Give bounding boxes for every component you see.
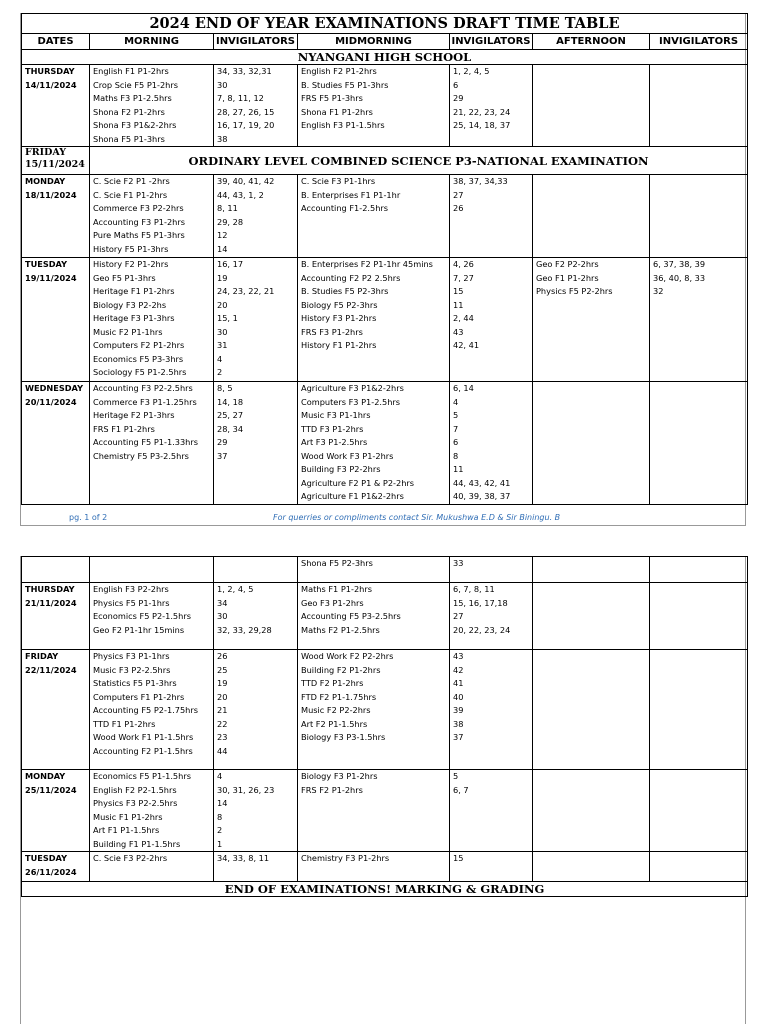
afternoon-cell — [533, 852, 650, 882]
day-name: MONDAY — [25, 771, 66, 781]
morning-cell — [90, 557, 214, 583]
morning-invigilators-cell-line: 29, 28 — [217, 216, 244, 227]
morning-invigilators-cell-line: 8 — [217, 811, 223, 822]
midmorning-invigilators-cell-line: 11 — [453, 299, 464, 310]
date-cell — [22, 852, 90, 882]
morning-invigilators-cell-line: 34, 33, 32,31 — [217, 66, 272, 76]
morning-cell-line: Accounting F2 P1-1.5hrs — [93, 745, 193, 756]
exam-banner: ORDINARY LEVEL COMBINED SCIENCE P3-NATIONAL EXAMINATION — [90, 147, 748, 175]
morning-invigilators-cell-line: 26 — [217, 651, 228, 661]
morning-cell-line: Economics F5 P2-1.5hrs — [93, 611, 191, 621]
morning-invigilators-cell-line: 14 — [217, 243, 228, 254]
midmorning-cell-line: History F3 P1-2hrs — [301, 313, 377, 323]
midmorning-invigilators-cell — [450, 175, 533, 258]
morning-cell-line: C. Scie F2 P1 -2hrs — [93, 176, 170, 186]
page-title: 2024 END OF YEAR EXAMINATIONS DRAFT TIME TABLE — [22, 14, 748, 34]
morning-cell — [90, 650, 214, 770]
day-row — [22, 583, 748, 650]
morning-cell-line: Art F1 P1-1.5hrs — [93, 825, 160, 835]
midmorning-cell-line: Biology F5 P2-3hrs — [301, 299, 378, 310]
midmorning-cell-line: FTD F2 P1-1.75hrs — [301, 691, 377, 702]
midmorning-cell-line: Biology F3 P3-1.5hrs — [301, 732, 386, 742]
midmorning-invigilators-cell-line: 38 — [453, 718, 464, 729]
midmorning-cell — [298, 175, 450, 258]
morning-cell-line: Heritage F3 P1-3hrs — [93, 313, 175, 323]
midmorning-cell-line: Building F3 P2-2hrs — [301, 464, 381, 474]
afternoon-cell-line: Geo F2 P2-2hrs — [536, 259, 599, 269]
page-number: pg. 1 of 2 — [69, 513, 108, 522]
morning-invigilators-cell-line: 38 — [217, 133, 228, 144]
morning-invigilators-cell — [214, 852, 298, 882]
morning-cell-line: Crop Scie F5 P1-2hrs — [93, 79, 178, 90]
page-1 — [20, 13, 746, 526]
midmorning-invigilators-cell — [450, 258, 533, 382]
morning-cell-line: Sociology F5 P1-2.5hrs — [93, 367, 187, 377]
midmorning-cell-line: B. Studies F5 P2-3hrs — [301, 286, 389, 296]
morning-cell — [90, 583, 214, 650]
day-row — [22, 557, 748, 583]
end-banner: END OF EXAMINATIONS! MARKING & GRADING — [22, 882, 748, 897]
afternoon-cell — [533, 382, 650, 505]
morning-invigilators-cell-line: 44, 43, 1, 2 — [217, 189, 264, 200]
midmorning-invigilators-cell — [450, 65, 533, 147]
midmorning-cell-line: TTD F3 P1-2hrs — [301, 423, 364, 434]
midmorning-cell-line: Agriculture F2 P1 & P2-2hrs — [301, 477, 415, 488]
midmorning-cell-line: Biology F3 P1-2hrs — [301, 771, 378, 781]
morning-cell — [90, 175, 214, 258]
date-value: 21/11/2024 — [25, 597, 77, 608]
midmorning-cell-line: Accounting F2 P2 2.5hrs — [301, 272, 401, 283]
morning-cell-line: Physics F5 P1-1hrs — [93, 597, 170, 608]
date-cell — [22, 65, 90, 147]
date-cell — [22, 557, 90, 583]
morning-cell-line: Geo F5 P1-3hrs — [93, 272, 156, 283]
midmorning-cell-line: Maths F2 P1-2.5hrs — [301, 624, 380, 635]
morning-cell-line: Physics F3 P2-2.5hrs — [93, 798, 178, 808]
day-name: TUESDAY — [25, 259, 67, 269]
midmorning-invigilators-cell-line: 4 — [453, 396, 459, 407]
morning-invigilators-cell — [214, 258, 298, 382]
midmorning-cell — [298, 65, 450, 147]
morning-invigilators-cell — [214, 557, 298, 583]
morning-invigilators-cell — [214, 175, 298, 258]
morning-cell-line: Statistics F5 P1-3hrs — [93, 678, 177, 688]
midmorning-invigilators-cell-line: 1, 2, 4, 5 — [453, 66, 490, 76]
morning-cell — [90, 258, 214, 382]
afternoon-cell-line: Physics F5 P2-2hrs — [536, 286, 613, 296]
midmorning-cell-line: B. Studies F5 P1-3hrs — [301, 79, 389, 90]
morning-invigilators-cell-line: 2 — [217, 367, 223, 377]
morning-cell-line: Maths F3 P1-2.5hrs — [93, 93, 172, 103]
midmorning-cell-line: Building F2 P1-2hrs — [301, 664, 381, 675]
morning-invigilators-cell-line: 32, 33, 29,28 — [217, 624, 272, 635]
midmorning-cell-line: Computers F3 P1-2.5hrs — [301, 396, 401, 407]
date-cell — [22, 175, 90, 258]
header-invigilators-afternoon: INVIGILATORS — [650, 34, 748, 50]
morning-cell-line: Heritage F2 P1-3hrs — [93, 410, 175, 420]
midmorning-invigilators-cell — [450, 770, 533, 852]
morning-cell-line: Music F2 P1-1hrs — [93, 326, 163, 337]
morning-invigilators-cell — [214, 65, 298, 147]
day-row — [22, 147, 748, 175]
afternoon-invigilators-cell — [650, 557, 748, 583]
midmorning-cell — [298, 852, 450, 882]
morning-invigilators-cell-line: 34, 33, 8, 11 — [217, 853, 270, 863]
midmorning-invigilators-cell — [450, 382, 533, 505]
midmorning-invigilators-cell-line: 21, 22, 23, 24 — [453, 106, 511, 117]
midmorning-invigilators-cell-line: 41 — [453, 678, 464, 688]
afternoon-invigilators-cell — [650, 770, 748, 852]
header-invigilators-midmorning: INVIGILATORS — [450, 34, 533, 50]
afternoon-invigilators-cell — [650, 258, 748, 382]
morning-cell-line: Biology F3 P2-2hs — [93, 299, 167, 310]
midmorning-invigilators-cell-line: 8 — [453, 450, 459, 461]
morning-cell-line: Economics F5 P3-3hrs — [93, 353, 184, 364]
midmorning-cell — [298, 258, 450, 382]
date-cell — [22, 147, 90, 175]
page-footer — [21, 510, 745, 525]
afternoon-cell — [533, 770, 650, 852]
morning-invigilators-cell-line: 30 — [217, 79, 228, 90]
afternoon-cell — [533, 557, 650, 583]
midmorning-invigilators-cell-line: 43 — [453, 326, 464, 337]
afternoon-invigilators-cell — [650, 852, 748, 882]
morning-cell-line: TTD F1 P1-2hrs — [93, 718, 156, 729]
midmorning-invigilators-cell-line: 27 — [453, 189, 464, 200]
midmorning-invigilators-cell-line: 42 — [453, 664, 464, 675]
midmorning-invigilators-cell-line: 5 — [453, 410, 459, 420]
morning-invigilators-cell-line: 16, 17 — [217, 259, 244, 269]
morning-invigilators-cell-line: 30 — [217, 611, 228, 621]
morning-invigilators-cell-line: 39, 40, 41, 42 — [217, 176, 275, 186]
midmorning-cell — [298, 557, 450, 583]
midmorning-invigilators-cell-line: 26 — [453, 203, 464, 213]
morning-cell-line: Commerce F3 P2-2hrs — [93, 203, 184, 213]
midmorning-cell-line: FRS F2 P1-2hrs — [301, 784, 363, 795]
morning-invigilators-cell-line: 28, 27, 26, 15 — [217, 106, 275, 117]
midmorning-cell-line: Maths F1 P1-2hrs — [301, 584, 373, 594]
midmorning-invigilators-cell-line: 25, 14, 18, 37 — [453, 120, 511, 130]
midmorning-invigilators-cell — [450, 557, 533, 583]
morning-cell-line: FRS F1 P1-2hrs — [93, 423, 155, 434]
morning-cell-line: Heritage F1 P1-2hrs — [93, 286, 175, 296]
morning-cell-line: English F1 P1-2hrs — [93, 66, 169, 76]
date-value: 26/11/2024 — [25, 866, 77, 877]
midmorning-cell-line: Wood Work F2 P2-2hrs — [301, 651, 394, 661]
morning-cell-line: History F2 P1-2hrs — [93, 259, 169, 269]
day-name: THURSDAY — [25, 66, 75, 76]
midmorning-cell-line: English F2 P1-2hrs — [301, 66, 377, 76]
header-afternoon: AFTERNOON — [533, 34, 650, 50]
date-value: 19/11/2024 — [25, 272, 77, 283]
midmorning-cell — [298, 650, 450, 770]
midmorning-cell-line: FRS F3 P1-2hrs — [301, 326, 363, 337]
afternoon-invigilators-cell — [650, 382, 748, 505]
midmorning-cell-line: Agriculture F3 P1&2-2hrs — [301, 383, 404, 393]
day-row — [22, 258, 748, 382]
day-row — [22, 65, 748, 147]
midmorning-invigilators-cell — [450, 583, 533, 650]
day-name: WEDNESDAY — [25, 383, 84, 393]
morning-cell-line: Accounting F3 P2-2.5hrs — [93, 383, 193, 393]
midmorning-invigilators-cell-line: 20, 22, 23, 24 — [453, 624, 511, 635]
midmorning-cell-line: Wood Work F3 P1-2hrs — [301, 450, 394, 461]
day-name: FRIDAY — [25, 147, 67, 158]
morning-cell-line: Shona F2 P1-2hrs — [93, 106, 165, 117]
midmorning-cell-line: Music F2 P2-2hrs — [301, 705, 371, 715]
contact-note: For querries or compliments contact Sir. Mukushwa E.D & Sir Biningu. B — [273, 513, 561, 522]
midmorning-cell-line: Shona F5 P2-3hrs — [301, 558, 373, 568]
morning-cell-line: English F3 P2-2hrs — [93, 584, 169, 594]
day-row — [22, 650, 748, 770]
midmorning-cell-line: Art F3 P1-2.5hrs — [301, 437, 368, 447]
morning-invigilators-cell-line: 14 — [217, 798, 228, 808]
afternoon-invigilators-cell-line: 6, 37, 38, 39 — [653, 259, 706, 269]
morning-cell-line: Music F3 P2-2.5hrs — [93, 664, 171, 675]
morning-invigilators-cell-line: 8, 11 — [217, 203, 238, 213]
midmorning-invigilators-cell — [450, 852, 533, 882]
morning-cell-line: History F5 P1-3hrs — [93, 243, 169, 254]
header-morning: MORNING — [90, 34, 214, 50]
afternoon-invigilators-cell — [650, 175, 748, 258]
morning-invigilators-cell-line: 24, 23, 22, 21 — [217, 286, 275, 296]
midmorning-invigilators-cell-line: 6, 7, 8, 11 — [453, 584, 495, 594]
midmorning-cell-line: History F1 P1-2hrs — [301, 340, 377, 350]
morning-invigilators-cell-line: 4 — [217, 771, 223, 781]
midmorning-invigilators-cell-line: 15 — [453, 286, 464, 296]
midmorning-invigilators-cell-line: 15 — [453, 853, 464, 863]
midmorning-invigilators-cell-line: 38, 37, 34,33 — [453, 176, 508, 186]
date-cell — [22, 770, 90, 852]
date-value: 14/11/2024 — [25, 79, 77, 90]
morning-invigilators-cell-line: 29 — [217, 437, 228, 447]
morning-invigilators-cell — [214, 382, 298, 505]
midmorning-invigilators-cell-line: 2, 44 — [453, 313, 474, 323]
morning-cell-line: Building F1 P1-1.5hrs — [93, 838, 181, 849]
date-cell — [22, 382, 90, 505]
morning-invigilators-cell — [214, 650, 298, 770]
midmorning-invigilators-cell-line: 4, 26 — [453, 259, 474, 269]
date-value: 18/11/2024 — [25, 189, 77, 200]
midmorning-cell-line: B. Enterprises F1 P1-1hr — [301, 189, 401, 200]
morning-invigilators-cell-line: 37 — [217, 450, 228, 461]
morning-invigilators-cell-line: 30 — [217, 326, 228, 337]
morning-cell-line: Economics F5 P1-1.5hrs — [93, 771, 191, 781]
date-value: 15/11/2024 — [25, 159, 85, 170]
timetable-page-2 — [21, 556, 748, 897]
morning-invigilators-cell — [214, 583, 298, 650]
header-invigilators-morning: INVIGILATORS — [214, 34, 298, 50]
morning-cell — [90, 770, 214, 852]
morning-cell-line: Accounting F5 P1-1.33hrs — [93, 437, 198, 447]
morning-invigilators-cell-line: 2 — [217, 825, 223, 835]
midmorning-cell-line: Chemistry F3 P1-2hrs — [301, 853, 390, 863]
midmorning-cell-line: English F3 P1-1.5hrs — [301, 120, 385, 130]
afternoon-cell-line: Geo F1 P1-2hrs — [536, 272, 599, 283]
morning-invigilators-cell-line: 12 — [217, 230, 228, 240]
midmorning-invigilators-cell-line: 7 — [453, 423, 459, 434]
morning-invigilators-cell-line: 44 — [217, 745, 228, 756]
midmorning-invigilators-cell-line: 6 — [453, 79, 459, 90]
midmorning-cell-line: Music F3 P1-1hrs — [301, 410, 371, 420]
day-row — [22, 175, 748, 258]
morning-cell-line: Shona F3 P1&2-2hrs — [93, 120, 177, 130]
day-name: MONDAY — [25, 176, 66, 186]
afternoon-cell — [533, 650, 650, 770]
date-value: 25/11/2024 — [25, 784, 77, 795]
midmorning-cell — [298, 583, 450, 650]
morning-cell — [90, 65, 214, 147]
morning-invigilators-cell-line: 19 — [217, 272, 228, 283]
morning-cell-line: Wood Work F1 P1-1.5hrs — [93, 732, 194, 742]
morning-invigilators-cell-line: 25 — [217, 664, 228, 675]
afternoon-invigilators-cell-line: 32 — [653, 286, 664, 296]
morning-invigilators-cell-line: 34 — [217, 597, 228, 608]
morning-cell-line: Computers F2 P1-2hrs — [93, 340, 185, 350]
morning-invigilators-cell-line: 8, 5 — [217, 383, 233, 393]
morning-invigilators-cell-line: 19 — [217, 678, 228, 688]
midmorning-invigilators-cell-line: 40, 39, 38, 37 — [453, 491, 511, 501]
morning-cell-line: English F2 P2-1.5hrs — [93, 784, 177, 795]
afternoon-invigilators-cell — [650, 650, 748, 770]
timetable-page-1 — [21, 13, 748, 505]
midmorning-invigilators-cell-line: 11 — [453, 464, 464, 474]
midmorning-cell-line: Accounting F1-2.5hrs — [301, 203, 389, 213]
midmorning-cell-line: TTD F2 P1-2hrs — [301, 678, 364, 688]
midmorning-invigilators-cell-line: 37 — [453, 732, 464, 742]
midmorning-invigilators-cell — [450, 650, 533, 770]
morning-cell-line: Computers F1 P1-2hrs — [93, 691, 185, 702]
afternoon-invigilators-cell-line: 36, 40, 8, 33 — [653, 272, 706, 283]
day-name: THURSDAY — [25, 584, 75, 594]
midmorning-invigilators-cell-line: 39 — [453, 705, 464, 715]
midmorning-invigilators-cell-line: 5 — [453, 771, 459, 781]
midmorning-invigilators-cell-line: 33 — [453, 558, 464, 568]
morning-invigilators-cell-line: 30, 31, 26, 23 — [217, 784, 275, 795]
midmorning-invigilators-cell-line: 43 — [453, 651, 464, 661]
date-cell — [22, 258, 90, 382]
morning-invigilators-cell-line: 15, 1 — [217, 313, 238, 323]
morning-invigilators-cell-line: 14, 18 — [217, 396, 244, 407]
morning-cell-line: Music F1 P1-2hrs — [93, 811, 163, 822]
afternoon-invigilators-cell — [650, 583, 748, 650]
day-name: FRIDAY — [25, 651, 59, 661]
midmorning-cell-line: FRS F5 P1-3hrs — [301, 93, 363, 103]
morning-cell — [90, 852, 214, 882]
midmorning-invigilators-cell-line: 7, 27 — [453, 272, 474, 283]
header-midmorning: MIDMORNING — [298, 34, 450, 50]
morning-cell-line: Physics F3 P1-1hrs — [93, 651, 170, 661]
midmorning-invigilators-cell-line: 42, 41 — [453, 340, 480, 350]
morning-cell-line: C. Scie F1 P1-2hrs — [93, 189, 168, 200]
midmorning-invigilators-cell-line: 6, 14 — [453, 383, 474, 393]
day-row — [22, 382, 748, 505]
morning-cell-line: Commerce F3 P1-1.25hrs — [93, 396, 197, 407]
afternoon-cell — [533, 175, 650, 258]
midmorning-cell — [298, 382, 450, 505]
afternoon-invigilators-cell — [650, 65, 748, 147]
morning-invigilators-cell-line: 20 — [217, 299, 228, 310]
morning-invigilators-cell-line: 1, 2, 4, 5 — [217, 584, 254, 594]
school-name: NYANGANI HIGH SCHOOL — [22, 50, 748, 65]
midmorning-cell-line: Accounting F5 P3-2.5hrs — [301, 611, 401, 621]
morning-invigilators-cell-line: 31 — [217, 340, 228, 350]
day-row — [22, 852, 748, 882]
day-row — [22, 770, 748, 852]
morning-cell-line: Accounting F5 P2-1.75hrs — [93, 705, 198, 715]
morning-cell-line: Chemistry F5 P3-2.5hrs — [93, 450, 189, 461]
morning-cell-line: Geo F2 P1-1hr 15mins — [93, 624, 185, 635]
midmorning-cell-line: Geo F3 P1-2hrs — [301, 597, 364, 608]
midmorning-invigilators-cell-line: 15, 16, 17,18 — [453, 597, 508, 608]
afternoon-cell — [533, 65, 650, 147]
midmorning-cell-line: Agriculture F1 P1&2-2hrs — [301, 491, 404, 501]
day-name: TUESDAY — [25, 853, 67, 863]
morning-invigilators-cell-line: 4 — [217, 353, 223, 364]
midmorning-invigilators-cell-line: 40 — [453, 691, 464, 702]
midmorning-cell-line: B. Enterprises F2 P1-1hr 45mins — [301, 259, 433, 269]
midmorning-cell-line: Art F2 P1-1.5hrs — [301, 718, 368, 729]
morning-invigilators-cell-line: 21 — [217, 705, 228, 715]
midmorning-cell-line: C. Scie F3 P1-1hrs — [301, 176, 376, 186]
morning-cell-line: C. Scie F3 P2-2hrs — [93, 853, 168, 863]
midmorning-invigilators-cell-line: 6 — [453, 437, 459, 447]
morning-invigilators-cell-line: 25, 27 — [217, 410, 244, 420]
page-2 — [20, 556, 746, 1024]
midmorning-cell-line: Shona F1 P1-2hrs — [301, 106, 373, 117]
afternoon-cell — [533, 583, 650, 650]
date-value: 22/11/2024 — [25, 664, 77, 675]
morning-cell-line: Shona F5 P1-3hrs — [93, 133, 165, 144]
morning-invigilators-cell-line: 23 — [217, 732, 228, 742]
morning-cell-line: Pure Maths F5 P1-3hrs — [93, 230, 185, 240]
morning-cell-line: Accounting F3 P1-2hrs — [93, 216, 185, 227]
midmorning-invigilators-cell-line: 6, 7 — [453, 784, 469, 795]
midmorning-cell — [298, 770, 450, 852]
morning-cell — [90, 382, 214, 505]
morning-invigilators-cell-line: 1 — [217, 838, 223, 849]
date-value: 20/11/2024 — [25, 396, 77, 407]
header-dates: DATES — [22, 34, 90, 50]
midmorning-invigilators-cell-line: 29 — [453, 93, 464, 103]
date-cell — [22, 583, 90, 650]
afternoon-cell — [533, 258, 650, 382]
morning-invigilators-cell-line: 7, 8, 11, 12 — [217, 93, 264, 103]
morning-invigilators-cell-line: 20 — [217, 691, 228, 702]
morning-invigilators-cell — [214, 770, 298, 852]
midmorning-invigilators-cell-line: 27 — [453, 611, 464, 621]
midmorning-invigilators-cell-line: 44, 43, 42, 41 — [453, 477, 511, 488]
morning-invigilators-cell-line: 28, 34 — [217, 423, 244, 434]
morning-invigilators-cell-line: 22 — [217, 718, 228, 729]
morning-invigilators-cell-line: 16, 17, 19, 20 — [217, 120, 275, 130]
date-cell — [22, 650, 90, 770]
